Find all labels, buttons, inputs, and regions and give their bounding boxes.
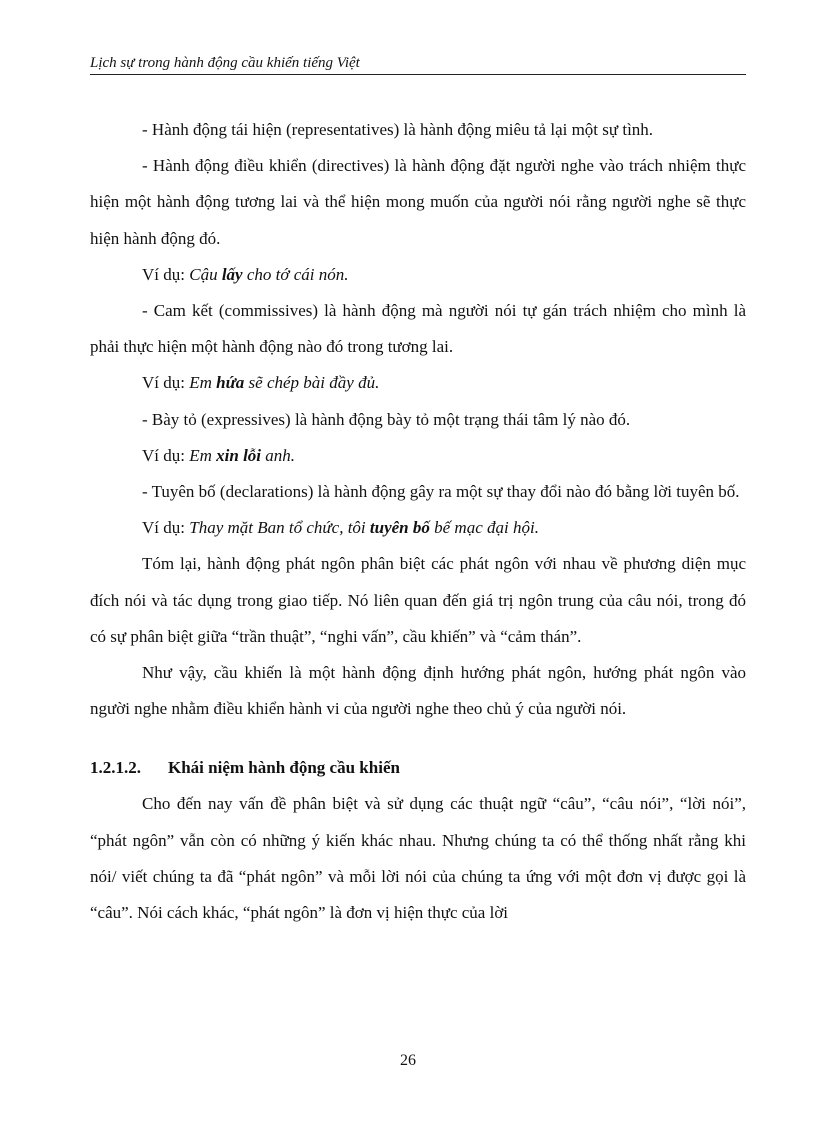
example-keyword: lấy	[221, 264, 243, 284]
section-number: 1.2.1.2.	[90, 758, 141, 778]
page-number: 26	[400, 1052, 416, 1069]
paragraph-directives: - Hành động điều khiển (directives) là hành động đặt người nghe vào trách nhiệm thực hiện một hành động tương lai và thể hiện mong muốn của người nói rằng người nghe sẽ thực hiện hành động đó.	[90, 156, 746, 248]
running-header: Lịch sự trong hành động cầu khiến tiếng Việt	[90, 54, 746, 75]
example-expressives: Ví dụ: Em xin lỗi anh.	[142, 445, 296, 465]
example-label: Ví dụ:	[142, 264, 190, 284]
paragraph-expressives: - Bày tỏ (expressives) là hành động bày tỏ một trạng thái tâm lý nào đó.	[142, 409, 631, 429]
example-keyword: xin lỗi	[216, 445, 262, 465]
example-label: Ví dụ:	[142, 373, 190, 393]
section-heading	[90, 750, 746, 786]
example-label: Ví dụ:	[142, 445, 190, 465]
example-keyword: tuyên bố	[369, 518, 430, 538]
example-declarations: Ví dụ: Thay mặt Ban tổ chức, tôi tuyên bố bế mạc đại hội.	[142, 518, 539, 538]
section-title: Khái niệm hành động cầu khiến	[168, 758, 400, 778]
example-directives: Ví dụ: Cậu lấy cho tớ cái nón.	[142, 264, 349, 284]
body-text	[90, 112, 746, 931]
paragraph-declarations: - Tuyên bố (declarations) là hành động gây ra một sự thay đổi nào đó bằng lời tuyên bố.	[142, 482, 740, 502]
example-commissives: Ví dụ: Em hứa sẽ chép bài đầy đủ.	[142, 373, 380, 393]
paragraph-summary: Tóm lại, hành động phát ngôn phân biệt các phát ngôn với nhau về phương diện mục đích nói và tác dụng trong giao tiếp. Nó liên quan đến giá trị ngôn trung của câu nói, trong đó có sự phân biệt giữa “trần thuật”, “nghi vấn”, cầu khiến” và “cảm thán”.	[90, 554, 746, 646]
example-keyword: hứa	[216, 373, 245, 393]
paragraph-representatives: - Hành động tái hiện (representatives) là hành động miêu tả lại một sự tình.	[142, 120, 654, 139]
paragraph-commissives: - Cam kết (commissives) là hành động mà người nói tự gán trách nhiệm cho mình là phải thực hiện một hành động nào đó trong tương lai.	[90, 301, 746, 357]
paragraph-conclusion: Như vậy, cầu khiến là một hành động định hướng phát ngôn, hướng phát ngôn vào người nghe nhằm điều khiển hành vi của người nghe theo chủ ý của người nói.	[90, 663, 746, 719]
section-paragraph: Cho đến nay vấn đề phân biệt và sử dụng các thuật ngữ “câu”, “câu nói”, “lời nói”, “phát ngôn” vẫn còn có những ý kiến khác nhau. Nhưng chúng ta có thể thống nhất rằng khi nói/ viết chúng ta đã “phát ngôn” và mỗi lời nói của chúng ta ứng với một đơn vị được gọi là “câu”. Nói cách khác, “phát ngôn” là đơn vị hiện thực của lời	[90, 794, 746, 923]
example-label: Ví dụ:	[142, 518, 190, 538]
